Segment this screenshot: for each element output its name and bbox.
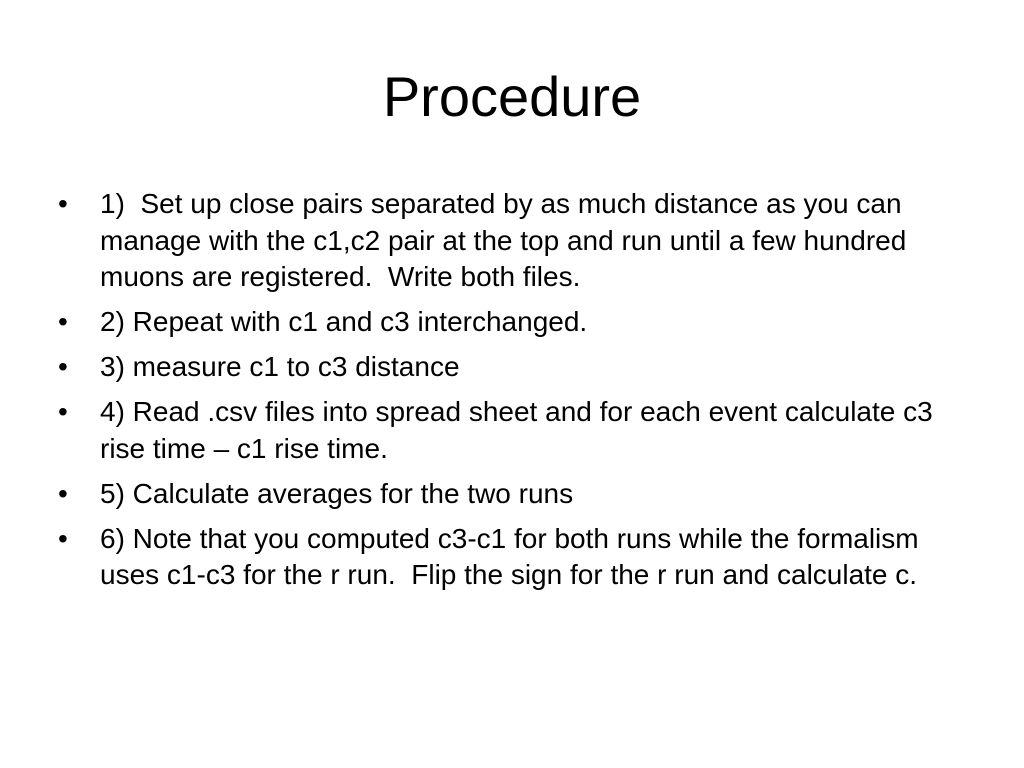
bullet-item-2	[58, 304, 968, 341]
bullet-text: 6) Note that you computed c3-c1 for both runs while the formalism uses c1-c3 for the r run. Flip the sign for the r run and calculate c.	[100, 522, 927, 590]
bullet-item-3	[58, 349, 968, 386]
bullet-text: 2) Repeat with c1 and c3 interchanged.	[100, 306, 588, 337]
bullet-icon: •	[58, 188, 68, 219]
bullet-item-1	[58, 186, 968, 296]
bullet-icon: •	[58, 522, 68, 554]
bullet-text: 3) measure c1 to c3 distance	[100, 351, 460, 382]
bullet-text: 5) Calculate averages for the two runs	[100, 477, 574, 509]
bullet-icon: •	[58, 306, 68, 337]
bullet-icon: •	[58, 351, 68, 382]
bullet-item-5	[58, 476, 968, 513]
bullet-icon: •	[58, 396, 68, 427]
bullet-text: 1) Set up close pairs separated by as much distance as you can manage with the c1,c2 pair at the top and run until a few hundred muons are registered. Write both files.	[100, 188, 915, 292]
bullet-item-6	[58, 521, 968, 594]
bullet-list	[58, 186, 968, 602]
bullet-text: 4) Read .csv files into spread sheet and for each event calculate c3 rise time – c1 rise time.	[100, 396, 941, 464]
slide-title: Procedure	[382, 65, 642, 128]
bullet-icon: •	[58, 477, 68, 509]
bullet-item-4	[58, 394, 968, 467]
